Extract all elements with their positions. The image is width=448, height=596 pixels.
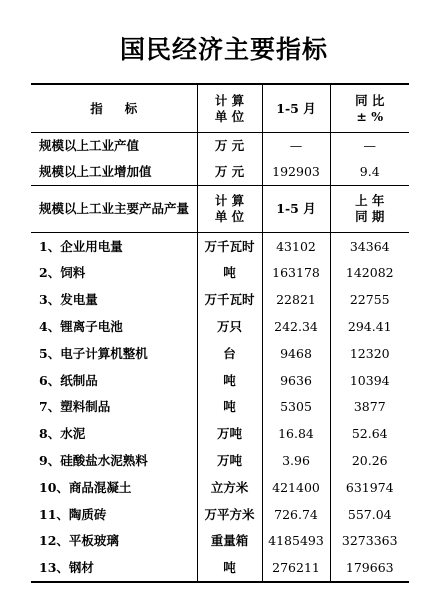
- table-row: [31, 367, 409, 394]
- item-prev: 12320: [330, 340, 409, 367]
- header-yoy: [330, 84, 409, 133]
- product-header-unit: [197, 186, 262, 233]
- table-row: [31, 421, 409, 448]
- summary-value: —: [262, 133, 330, 160]
- table-row: [31, 555, 409, 583]
- item-label: 3、发电量: [39, 292, 98, 308]
- product-header-unit-line2: 单 位: [214, 209, 245, 224]
- product-header-label: 规模以上工业主要产品产量: [31, 186, 197, 233]
- item-unit: 吨: [197, 394, 262, 421]
- item-label: 5、电子计算机整机: [39, 345, 148, 361]
- item-prev: 631974: [330, 474, 409, 501]
- table-row: [31, 394, 409, 421]
- item-value: 22821: [262, 287, 330, 314]
- table-row: [31, 313, 409, 340]
- item-prev: 557.04: [330, 501, 409, 528]
- item-prev: 52.64: [330, 421, 409, 448]
- item-prev: 20.26: [330, 447, 409, 474]
- product-header-prev-line1: 上 年: [355, 193, 385, 209]
- item-unit: 立方米: [197, 474, 262, 501]
- summary-yoy: —: [330, 133, 409, 160]
- header-yoy-line1: 同 比: [355, 92, 385, 108]
- item-label: 12、平板玻璃: [39, 533, 119, 549]
- product-header-prev: [330, 186, 409, 233]
- summary-row: [31, 159, 409, 186]
- header-period: 1-5 月: [262, 84, 330, 133]
- item-unit: 吨: [197, 367, 262, 394]
- summary-unit: 万 元: [197, 133, 262, 160]
- item-prev: 294.41: [330, 313, 409, 340]
- item-value: 9468: [262, 340, 330, 367]
- item-label: 10、商品混凝土: [39, 479, 132, 495]
- table-row: [31, 233, 409, 260]
- item-value: 421400: [262, 474, 330, 501]
- item-value: 43102: [262, 233, 330, 260]
- indicator-table: [31, 83, 409, 583]
- item-value: 242.34: [262, 313, 330, 340]
- summary-label: 规模以上工业增加值: [31, 159, 197, 186]
- item-label: 4、锂离子电池: [39, 318, 123, 334]
- item-label: 6、纸制品: [39, 372, 98, 388]
- header-indicator: [31, 84, 197, 133]
- item-label: 9、硅酸盐水泥熟料: [39, 452, 148, 468]
- item-unit: 万千瓦时: [197, 233, 262, 260]
- product-header-period: 1-5 月: [262, 186, 330, 233]
- item-unit: 重量箱: [197, 528, 262, 555]
- table-row: [31, 447, 409, 474]
- item-prev: 10394: [330, 367, 409, 394]
- item-unit: 万吨: [197, 421, 262, 448]
- item-unit: 万只: [197, 313, 262, 340]
- summary-yoy: 9.4: [330, 159, 409, 186]
- item-value: 276211: [262, 555, 330, 583]
- item-prev: 179663: [330, 555, 409, 583]
- item-prev: 22755: [330, 287, 409, 314]
- item-value: 9636: [262, 367, 330, 394]
- item-unit: 吨: [197, 555, 262, 583]
- table-row: [31, 340, 409, 367]
- table-row: [31, 260, 409, 287]
- summary-row: [31, 133, 409, 160]
- item-value: 3.96: [262, 447, 330, 474]
- item-label: 7、塑料制品: [39, 399, 111, 415]
- item-label: 13、钢材: [31, 555, 197, 583]
- item-label: 11、陶质砖: [39, 506, 107, 522]
- table-row: [31, 501, 409, 528]
- summary-value: 192903: [262, 159, 330, 186]
- product-header-unit-line1: 计 算: [214, 193, 245, 209]
- header-indicator-char-2: 标: [124, 100, 138, 116]
- item-value: 5305: [262, 394, 330, 421]
- table-header-row: [31, 84, 409, 133]
- header-unit: [197, 84, 262, 133]
- item-unit: 万平方米: [197, 501, 262, 528]
- table-row: [31, 287, 409, 314]
- item-unit: 台: [197, 340, 262, 367]
- item-prev: 34364: [330, 233, 409, 260]
- item-value: 726.74: [262, 501, 330, 528]
- table-row: [31, 474, 409, 501]
- item-value: 4185493: [262, 528, 330, 555]
- item-unit: 万千瓦时: [197, 287, 262, 314]
- header-yoy-line2: ± %: [356, 108, 384, 124]
- item-prev: 3273363: [330, 528, 409, 555]
- item-value: 163178: [262, 260, 330, 287]
- table-row: [31, 528, 409, 555]
- header-indicator-char-1: 指: [90, 100, 103, 116]
- item-label: 1、企业用电量: [39, 238, 123, 254]
- item-unit: 吨: [197, 260, 262, 287]
- item-unit: 万吨: [197, 447, 262, 474]
- item-prev: 142082: [330, 260, 409, 287]
- item-value: 16.84: [262, 421, 330, 448]
- summary-unit: 万 元: [197, 159, 262, 186]
- header-unit-line1: 计 算: [214, 92, 245, 108]
- item-label: 8、水泥: [39, 426, 86, 442]
- item-prev: 3877: [330, 394, 409, 421]
- product-header-row: [31, 186, 409, 233]
- page-title: 国民经济主要指标: [119, 35, 328, 64]
- item-label: 2、饲料: [39, 265, 86, 281]
- summary-label: 规模以上工业产值: [39, 138, 140, 154]
- header-unit-line2: 单 位: [214, 108, 245, 124]
- product-header-prev-line2: 同 期: [355, 209, 385, 224]
